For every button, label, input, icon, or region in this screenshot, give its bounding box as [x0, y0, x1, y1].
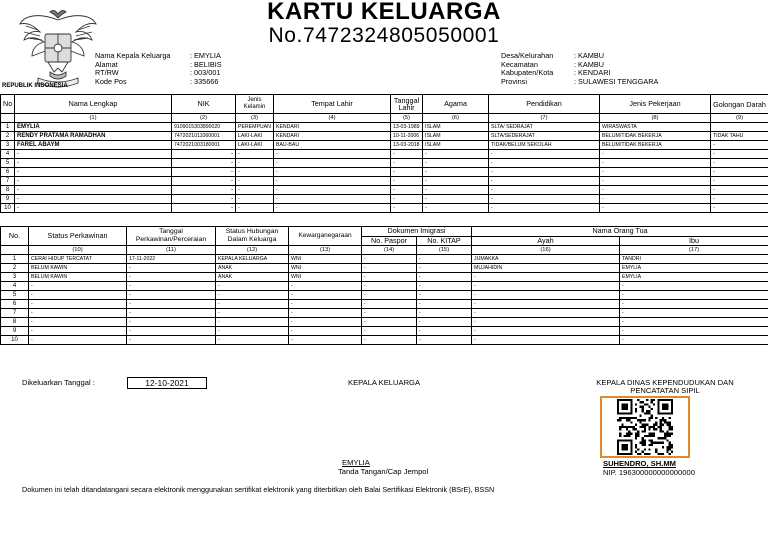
header-field-kodepos — [95, 78, 222, 87]
table-cell: KENDARI — [274, 123, 391, 132]
header-label: Kecamatan — [501, 59, 538, 69]
table-cell: - — [274, 159, 391, 168]
col-header-tanggal-lahir: Tanggal Lahir — [391, 95, 423, 114]
header-value: : 003/001 — [190, 68, 221, 77]
table-cell: - — [15, 168, 172, 177]
header-label: Provinsi — [501, 76, 527, 86]
table-cell: 1 — [1, 123, 15, 132]
col-header-dokumen-imigrasi: Dokumen Imigrasi — [362, 227, 472, 237]
col-number-blank — [1, 114, 15, 123]
table-cell: - — [417, 273, 472, 282]
table-cell: WNI — [289, 264, 362, 273]
table-cell: - — [391, 195, 423, 204]
col-number: (13) — [289, 246, 362, 255]
table-cell: - — [472, 282, 620, 291]
table-row — [1, 309, 768, 318]
table-cell: 9 — [1, 327, 29, 336]
table-cell: - — [15, 186, 172, 195]
table-cell: - — [417, 327, 472, 336]
col-number: (4) — [274, 114, 391, 123]
table-cell: - — [127, 318, 216, 327]
col-header-tanggal-perkawinan: Tanggal Perkawinan/Perceraian — [127, 227, 216, 246]
header-value: : BELIBIS — [190, 59, 222, 69]
table-cell: - — [216, 309, 289, 318]
col-header-pekerjaan: Jenis Pekerjaan — [600, 95, 711, 114]
col-header-golongan-darah: Golongan Darah — [711, 95, 768, 114]
table-cell: - — [489, 177, 600, 186]
table-row — [1, 318, 768, 327]
col-header-paspor: No. Paspor — [362, 236, 417, 246]
table-cell: - — [216, 291, 289, 300]
col-number: (9) — [711, 114, 768, 123]
table-cell: - — [472, 273, 620, 282]
table-cell: - — [29, 291, 127, 300]
table-cell: - — [391, 177, 423, 186]
table-cell: - — [711, 204, 768, 213]
table-cell: - — [29, 300, 127, 309]
table-cell: - — [423, 186, 489, 195]
table-cell: 13-03-2018 — [391, 141, 423, 150]
col-header-nama-orang-tua: Nama Orang Tua — [472, 227, 768, 237]
table-cell: - — [289, 291, 362, 300]
table-cell: - — [600, 177, 711, 186]
table-cell: - — [711, 150, 768, 159]
col-number: (3) — [236, 114, 274, 123]
table-cell: ISLAM — [423, 123, 489, 132]
table-cell: - — [391, 204, 423, 213]
table-row — [1, 282, 768, 291]
document-title: KARTU KELUARGA — [267, 0, 501, 25]
table-cell: - — [417, 255, 472, 264]
table-cell: - — [472, 291, 620, 300]
table-cell: - — [620, 309, 768, 318]
col-header-pendidikan: Pendidikan — [489, 95, 600, 114]
table-cell: RENDY PRATAMA RAMADHAN — [15, 132, 172, 141]
table-row — [1, 273, 768, 282]
table-row — [1, 195, 768, 204]
table-cell: - — [274, 186, 391, 195]
table-cell: - — [172, 159, 236, 168]
table-cell: - — [423, 204, 489, 213]
table-cell: - — [274, 204, 391, 213]
table-cell: - — [236, 150, 274, 159]
table-row — [1, 204, 768, 213]
table-cell: 5 — [1, 159, 15, 168]
table-cell: - — [417, 309, 472, 318]
table-row — [1, 132, 768, 141]
header-label: Desa/Kelurahan — [501, 51, 554, 60]
table-cell: - — [236, 159, 274, 168]
table-cell: - — [236, 204, 274, 213]
table-cell: WIRASWASTA — [600, 123, 711, 132]
col-header-jenis-kelamin: Jenis Kelamin — [236, 95, 274, 114]
table-cell: - — [423, 195, 489, 204]
col-number: (10) — [29, 246, 127, 255]
table-cell: - — [417, 300, 472, 309]
table-cell: EMYLIA — [620, 264, 768, 273]
table-cell: TIDAK/BELUM SEKOLAH — [489, 141, 600, 150]
table-cell — [711, 123, 768, 132]
table-row — [1, 177, 768, 186]
table-cell: 6 — [1, 168, 15, 177]
table-cell: - — [711, 141, 768, 150]
table-cell: - — [289, 318, 362, 327]
table-cell: KEPALA KELUARGA — [216, 255, 289, 264]
table-cell: - — [127, 264, 216, 273]
table-cell: BELUM KAWIN — [29, 273, 127, 282]
table-cell: - — [711, 195, 768, 204]
table-cell: - — [391, 159, 423, 168]
header-label: RT/RW — [95, 68, 119, 77]
table-cell: - — [362, 273, 417, 282]
table-cell: EMYLIA — [15, 123, 172, 132]
col-header-no: No. — [1, 227, 29, 246]
table-cell: - — [289, 300, 362, 309]
col-header-nik: NIK — [172, 95, 236, 114]
table-cell: - — [216, 318, 289, 327]
table-row — [1, 150, 768, 159]
table-cell: BELUM/TIDAK BEKERJA — [600, 132, 711, 141]
col-number: (12) — [216, 246, 289, 255]
table-cell: - — [29, 318, 127, 327]
table-cell: - — [362, 336, 417, 345]
table-cell: - — [274, 195, 391, 204]
table-cell: - — [127, 327, 216, 336]
col-number: (5) — [391, 114, 423, 123]
family-members-table — [0, 94, 768, 213]
table-cell: - — [472, 300, 620, 309]
table-cell: - — [620, 282, 768, 291]
table-cell: - — [489, 186, 600, 195]
col-header-tempat-lahir: Tempat Lahir — [274, 95, 391, 114]
table-cell: - — [236, 177, 274, 186]
table-cell: - — [172, 204, 236, 213]
table-row — [1, 123, 768, 132]
table-cell: - — [289, 309, 362, 318]
col-number: (17) — [620, 246, 768, 255]
table-cell: FAREL ABAYM — [15, 141, 172, 150]
col-header-nama: Nama Lengkap — [15, 95, 172, 114]
table-cell: 6 — [1, 300, 29, 309]
table-cell: SLTA/SEDERAJAT — [489, 132, 600, 141]
table-cell: - — [127, 273, 216, 282]
table-cell: 5 — [1, 291, 29, 300]
col-header-kewarganegaraan: Kewarganegaraan — [289, 227, 362, 246]
table-cell: - — [600, 159, 711, 168]
header-label: Kode Pos — [95, 76, 127, 86]
table-cell: - — [391, 186, 423, 195]
table-cell: - — [472, 336, 620, 345]
table-cell: - — [620, 300, 768, 309]
header-value: : 335666 — [190, 76, 219, 86]
table-cell: - — [417, 264, 472, 273]
table-cell: - — [172, 186, 236, 195]
table-cell: - — [417, 282, 472, 291]
table-cell: - — [29, 309, 127, 318]
table-cell: - — [417, 318, 472, 327]
table-cell: - — [489, 168, 600, 177]
table-row — [1, 159, 768, 168]
table-cell: - — [362, 291, 417, 300]
table-cell: ISLAM — [423, 132, 489, 141]
table-cell: 13-03-1989 — [391, 123, 423, 132]
table-cell: TANDRI — [620, 255, 768, 264]
table-cell: - — [600, 204, 711, 213]
table-cell: 17-11-2022 — [127, 255, 216, 264]
table-cell: 7472021003180001 — [172, 141, 236, 150]
table-cell: - — [489, 195, 600, 204]
table-cell: - — [216, 327, 289, 336]
col-header-status-perkawinan: Status Perkawinan — [29, 227, 127, 246]
table-cell: - — [216, 282, 289, 291]
document-number: No.7472324805050001 — [268, 24, 500, 47]
col-number: (14) — [362, 246, 417, 255]
table-cell: - — [172, 195, 236, 204]
civil-status-table — [0, 226, 768, 345]
table-cell: - — [362, 309, 417, 318]
table-cell: - — [600, 150, 711, 159]
table-row — [1, 255, 768, 264]
table-cell: - — [472, 327, 620, 336]
table-cell: 4 — [1, 282, 29, 291]
head-of-family-sign-label: Tanda Tangan/Cap Jempol — [338, 467, 429, 476]
table-cell: - — [127, 336, 216, 345]
table-row — [1, 300, 768, 309]
table-cell: - — [236, 168, 274, 177]
header-value: : KENDARI — [574, 68, 611, 77]
table-cell: - — [15, 195, 172, 204]
table-cell: BELUM/TIDAK BEKERJA — [600, 141, 711, 150]
col-header-ayah: Ayah — [472, 236, 620, 246]
header-field-provinsi — [501, 78, 658, 87]
table-cell: 10-11-2006 — [391, 132, 423, 141]
header-right — [501, 52, 658, 86]
table-cell: - — [362, 327, 417, 336]
head-of-family-name: EMYLIA — [342, 458, 370, 467]
table-cell: 3 — [1, 141, 15, 150]
table-cell: - — [711, 177, 768, 186]
table-cell: - — [29, 327, 127, 336]
table-cell: 7472021011060001 — [172, 132, 236, 141]
head-of-family-title: KEPALA KELUARGA — [348, 378, 421, 387]
issued-label: Dikeluarkan Tanggal : — [22, 378, 95, 387]
table-row — [1, 264, 768, 273]
table-cell: TIDAK TAHU — [711, 132, 768, 141]
table-cell: - — [489, 204, 600, 213]
table-cell: - — [711, 168, 768, 177]
table-cell: - — [15, 159, 172, 168]
table-row — [1, 291, 768, 300]
col-number: (1) — [15, 114, 172, 123]
table-cell: LAKI-LAKI — [236, 141, 274, 150]
table-cell: BAU-BAU — [274, 141, 391, 150]
table-cell: 9109015303890020 — [172, 123, 236, 132]
table-row — [1, 168, 768, 177]
table-cell: - — [362, 264, 417, 273]
table-cell: - — [362, 255, 417, 264]
table-cell: - — [620, 318, 768, 327]
table-cell: - — [236, 195, 274, 204]
table-cell: - — [289, 327, 362, 336]
col-header-status-hubungan: Status Hubungan Dalam Keluarga — [216, 227, 289, 246]
table-cell: - — [29, 336, 127, 345]
table-cell: 9 — [1, 195, 15, 204]
table-cell: 2 — [1, 264, 29, 273]
table-cell: - — [15, 177, 172, 186]
col-number: (7) — [489, 114, 600, 123]
table-cell: 3 — [1, 273, 29, 282]
table-cell: SLTA/ SEDRAJAT — [489, 123, 600, 132]
table-cell: - — [600, 186, 711, 195]
table-cell: - — [274, 150, 391, 159]
official-title-line1: KEPALA DINAS KEPENDUDUKAN DAN — [596, 378, 734, 387]
table-cell: - — [423, 177, 489, 186]
table-cell: - — [417, 336, 472, 345]
header-value: : KAMBU — [574, 51, 605, 60]
table-cell: - — [423, 150, 489, 159]
official-nip: NIP. 196300000000000000 — [603, 468, 695, 477]
col-number-blank — [1, 246, 29, 255]
table-cell: - — [391, 168, 423, 177]
table-row — [1, 327, 768, 336]
table-cell: - — [362, 318, 417, 327]
table-cell: - — [620, 336, 768, 345]
table-row — [1, 186, 768, 195]
table-row — [1, 141, 768, 150]
col-header-kitap: No. KITAP — [417, 236, 472, 246]
col-header-ibu: Ibu — [620, 236, 768, 246]
emblem-caption: REPUBLIK INDONESIA — [2, 83, 68, 89]
table-cell: - — [216, 300, 289, 309]
table-cell: - — [391, 150, 423, 159]
table-cell: - — [15, 150, 172, 159]
table-cell: - — [423, 159, 489, 168]
col-number: (16) — [472, 246, 620, 255]
table-cell: - — [600, 168, 711, 177]
table-cell: 4 — [1, 150, 15, 159]
table-cell: - — [489, 150, 600, 159]
table-cell: 7 — [1, 309, 29, 318]
table-cell: ANAK — [216, 264, 289, 273]
table-cell: 2 — [1, 132, 15, 141]
table-cell: - — [423, 168, 489, 177]
table-cell: 10 — [1, 336, 29, 345]
table-cell: - — [29, 282, 127, 291]
col-number: (15) — [417, 246, 472, 255]
table-cell: 1 — [1, 255, 29, 264]
table-cell: 8 — [1, 318, 29, 327]
table-cell: - — [127, 282, 216, 291]
table-cell: - — [600, 195, 711, 204]
table-cell: EMYLIA — [620, 273, 768, 282]
table-cell: - — [289, 336, 362, 345]
issued-date: 12-10-2021 — [127, 377, 207, 389]
official-name: SUHENDRO, SH.MM — [603, 459, 676, 468]
table-cell: 7 — [1, 177, 15, 186]
electronic-signature-disclaimer: Dokumen ini telah ditandatangani secara elektronik menggunakan sertifikat elektronik yang diterbitkan oleh Balai Sertifikasi Elektronik (BSrE), BSSN — [22, 485, 495, 494]
table-cell: - — [711, 159, 768, 168]
col-number: (2) — [172, 114, 236, 123]
table-cell: - — [274, 168, 391, 177]
table-cell: - — [472, 318, 620, 327]
table-cell: - — [289, 282, 362, 291]
table-cell: - — [172, 150, 236, 159]
table-cell: - — [236, 186, 274, 195]
table-cell: - — [711, 186, 768, 195]
table-cell: - — [127, 291, 216, 300]
table-cell: CERAI HIDUP TERCATAT — [29, 255, 127, 264]
header-label: Alamat — [95, 59, 118, 69]
table-cell: - — [362, 300, 417, 309]
col-header-agama: Agama — [423, 95, 489, 114]
table-row — [1, 336, 768, 345]
table-cell: 8 — [1, 186, 15, 195]
table-cell: MUJAHIDIN — [472, 264, 620, 273]
table-cell: JUMAKKA — [472, 255, 620, 264]
table-cell: - — [362, 282, 417, 291]
table-cell: - — [620, 291, 768, 300]
qr-code-icon — [600, 396, 690, 458]
table-cell: WNI — [289, 255, 362, 264]
col-header-no: No — [1, 95, 15, 114]
header-value: : SULAWESI TENGGARA — [574, 76, 659, 86]
col-number: (6) — [423, 114, 489, 123]
table-cell: - — [15, 204, 172, 213]
table-cell: KENDARI — [274, 132, 391, 141]
table-cell: - — [417, 291, 472, 300]
table-cell: PEREMPUAN — [236, 123, 274, 132]
table-cell: - — [172, 168, 236, 177]
table-cell: - — [620, 327, 768, 336]
header-value: : EMYLIA — [190, 51, 221, 60]
col-number: (11) — [127, 246, 216, 255]
table-cell: 10 — [1, 204, 15, 213]
table-cell: - — [216, 336, 289, 345]
header-value: : KAMBU — [574, 59, 605, 69]
table-cell: - — [472, 309, 620, 318]
table-cell: - — [127, 309, 216, 318]
table-cell: BELUM KAWIN — [29, 264, 127, 273]
header-label: Nama Kepala Keluarga — [95, 51, 171, 60]
table-cell: - — [274, 177, 391, 186]
table-cell: - — [127, 300, 216, 309]
official-title-line2: PENCATATAN SIPIL — [630, 386, 700, 395]
table-cell: - — [489, 159, 600, 168]
table-cell: ISLAM — [423, 141, 489, 150]
header-left — [95, 52, 222, 86]
header-label: Kabupaten/Kota — [501, 68, 554, 77]
table-cell: WNI — [289, 273, 362, 282]
table-cell: LAKI-LAKI — [236, 132, 274, 141]
table-cell: - — [172, 177, 236, 186]
col-number: (8) — [600, 114, 711, 123]
table-cell: ANAK — [216, 273, 289, 282]
